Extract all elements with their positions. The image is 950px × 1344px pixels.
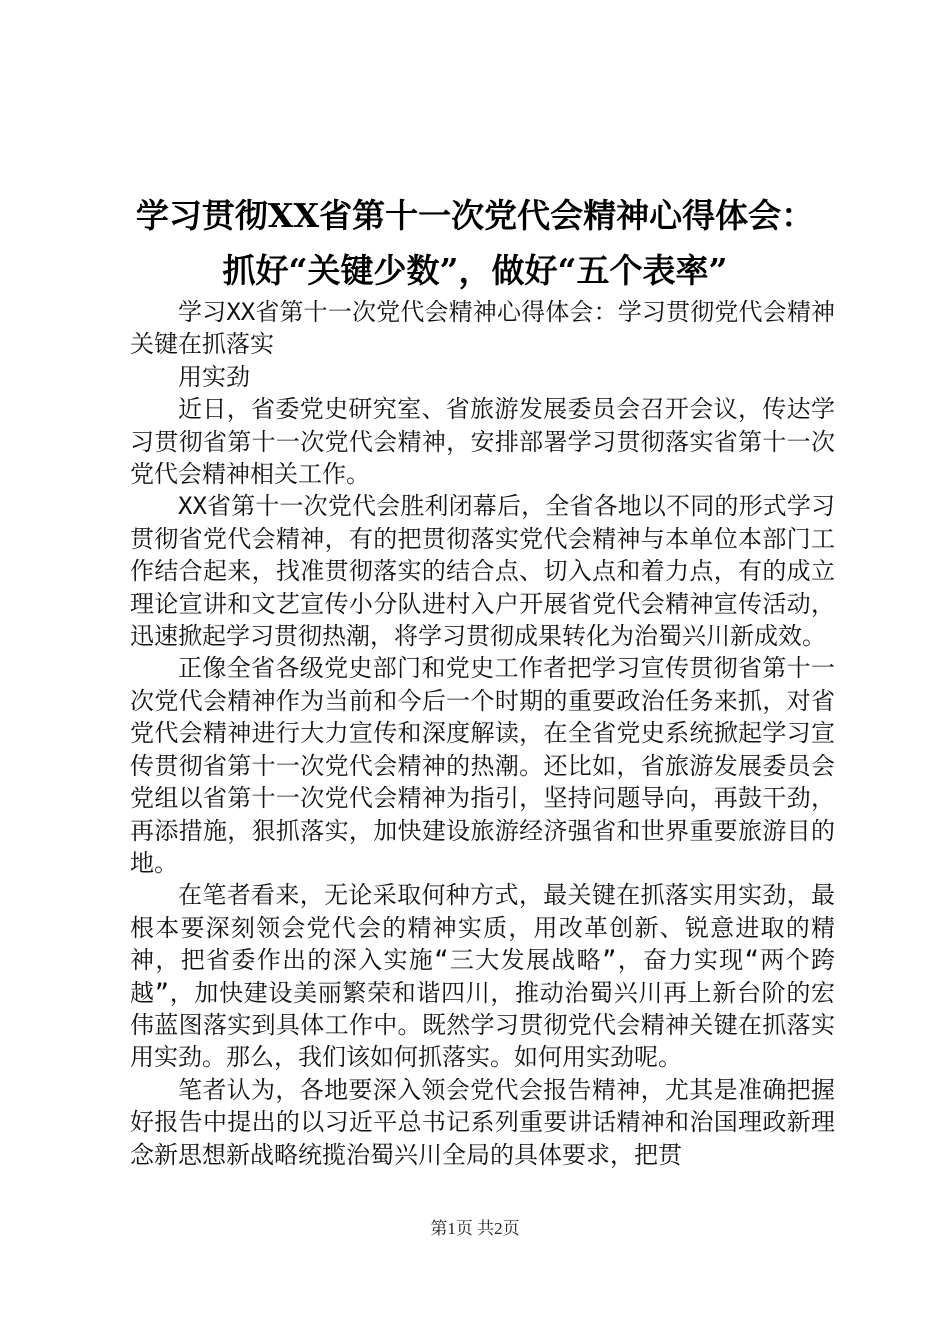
document-body — [130, 296, 835, 1171]
body-paragraph: 正像全省各级党史部门和党史工作者把学习宣传贯彻省第十一次党代会精神作为当前和今后一个时期的重要政治任务来抓，对省党代会精神进行大力宣传和深度解读，在全省党史系统掀起学习宣传贯彻省第十一次党代会精神的热潮。还比如，省旅游发展委员会党组以省第十一次党代会精神为指引，坚持问题导向，再鼓干劲，再添措施，狠抓落实，加快建设旅游经济强省和世界重要旅游目的地。 — [130, 654, 835, 877]
body-paragraph: 在笔者看来，无论采取何种方式，最关键在抓落实用实劲，最根本要深刻领会党代会的精神实质，用改革创新、锐意进取的精神，把省委作出的深入实施“三大发展战略”，奋力实现“两个跨越”，加快建设美丽繁荣和谐四川，推动治蜀兴川再上新台阶的宏伟蓝图落实到具体工作中。既然学习贯彻党代会精神关键在抓落实用实劲。那么，我们该如何抓落实。如何用实劲呢。 — [130, 881, 835, 1072]
body-paragraph: XX省第十一次党代会胜利闭幕后，全省各地以不同的形式学习贯彻省党代会精神，有的把贯彻落实党代会精神与本单位本部门工作结合起来，找准贯彻落实的结合点、切入点和着力点，有的成立理论宣讲和文艺宣传小分队进村入户开展省党代会精神宣传活动，迅速掀起学习贯彻热潮，将学习贯彻成果转化为治蜀兴川新成效。 — [130, 492, 835, 651]
page-number-footer: 第1页 共2页 — [430, 1219, 520, 1238]
subtitle-paragraph: 学习XX省第十一次党代会精神心得体会：学习贯彻党代会精神关键在抓落实 — [130, 298, 835, 359]
document-title-line-1: 学习贯彻XX省第十一次党代会精神心得体会： — [135, 196, 815, 235]
author-line: 用实劲 — [178, 362, 250, 391]
document-title-line-2: 抓好“关键少数”，做好“五个表率” — [222, 251, 728, 290]
body-paragraph: 笔者认为，各地要深入领会党代会报告精神，尤其是准确把握好报告中提出的以习近平总书记系列重要讲话精神和治国理政新理念新思想新战略统揽治蜀兴川全局的具体要求，把贯 — [130, 1075, 835, 1169]
body-paragraph: 近日，省委党史研究室、省旅游发展委员会召开会议，传达学习贯彻省第十一次党代会精神，安排部署学习贯彻落实省第十一次党代会精神相关工作。 — [130, 395, 835, 489]
